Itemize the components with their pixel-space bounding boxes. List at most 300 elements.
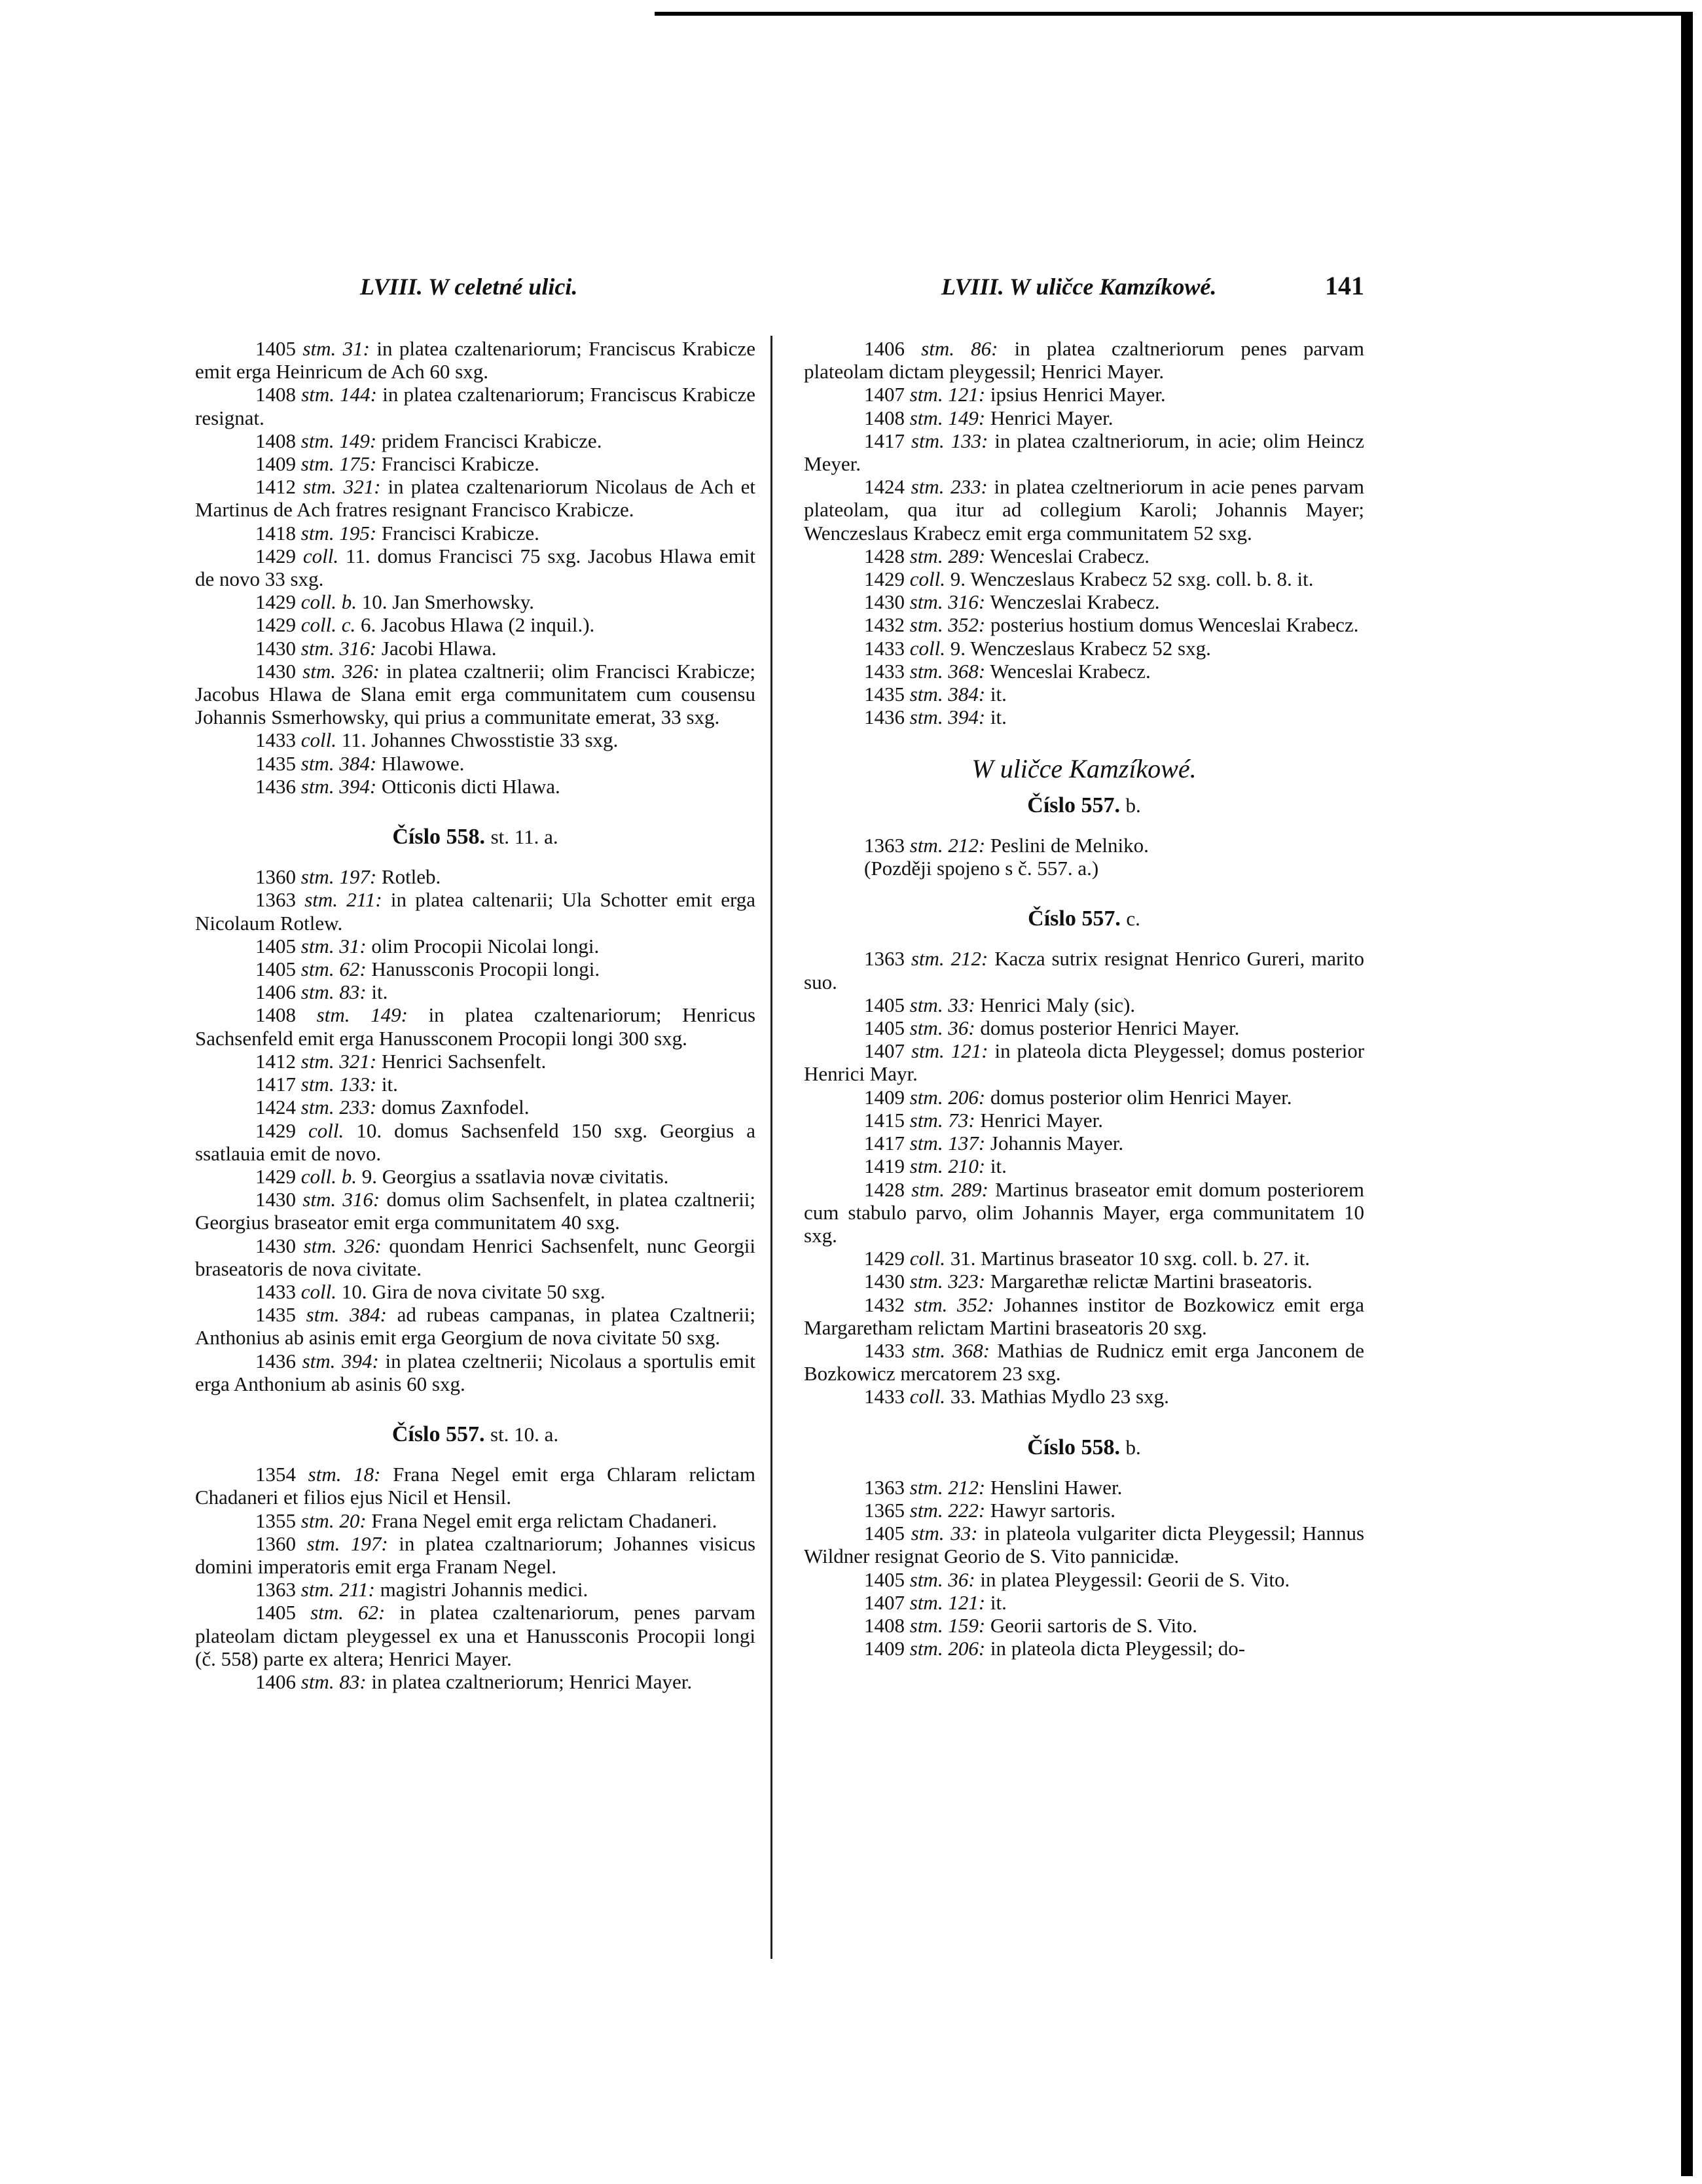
entry-text: Georii sartoris de S. Vito. bbox=[990, 1613, 1198, 1637]
entry-text: in plateola vulgariter dicta Pleygessil; Hannus Wildner resignat Georio de S. Vito pannicidæ. bbox=[804, 1522, 1365, 1568]
entry-source: stm. 36: bbox=[909, 1567, 975, 1591]
register-entry bbox=[804, 1499, 1364, 1522]
entry-source: stm. 62: bbox=[300, 958, 367, 981]
entry-text: Henrici Mayer. bbox=[980, 1108, 1104, 1132]
entry-source: stm. 323: bbox=[909, 1270, 986, 1293]
register-entry bbox=[804, 1109, 1364, 1132]
entry-text: it. bbox=[990, 683, 1007, 706]
entry-text: domus Zaxnfodel. bbox=[381, 1096, 530, 1119]
entry-year: 1354 bbox=[255, 1463, 296, 1486]
entry-text: Hanussconis Procopii longi. bbox=[371, 958, 600, 981]
entry-year: 1407 bbox=[864, 1039, 905, 1063]
register-entry bbox=[804, 947, 1364, 993]
entry-year: 1429 bbox=[864, 567, 905, 591]
entry-list bbox=[804, 947, 1364, 1408]
entry-source: stm. 316: bbox=[302, 1188, 380, 1211]
register-entry bbox=[195, 429, 755, 452]
entry-year: 1363 bbox=[255, 1578, 296, 1602]
entry-year: 1409 bbox=[864, 1637, 905, 1660]
entry-source: stm. 212: bbox=[909, 833, 986, 857]
entry-text: Henrici Maly (sic). bbox=[980, 993, 1136, 1016]
entry-source: stm. 316: bbox=[909, 590, 986, 614]
entry-source: stm. 31: bbox=[300, 934, 367, 958]
entry-year: 1433 bbox=[864, 636, 905, 660]
entry-text: domus olim Sachsenfelt, in platea czaltnerii; Georgius braseator emit erga communitatem 40 sxg. bbox=[195, 1188, 756, 1234]
entry-year: 1433 bbox=[864, 1338, 905, 1362]
section-note: (Později spojeno s č. 557. a.) bbox=[864, 857, 1099, 880]
entry-year: 1424 bbox=[864, 475, 905, 499]
register-entry bbox=[804, 406, 1364, 429]
register-entry bbox=[804, 660, 1364, 683]
entry-text: in platea czaltneriorum, in acie; olim Heincz Meyer. bbox=[804, 429, 1365, 476]
entry-text: Henslini Hawer. bbox=[990, 1475, 1123, 1499]
entry-text: in platea czaltnerii; olim Francisci Krabicze; Jacobus Hlawa de Slana emit erga communitatem cum cousensu Johannis Ssmerhowsky, qui prius a communitate emerat, 33 sxg. bbox=[195, 659, 755, 729]
entry-source: stm. 33: bbox=[909, 993, 975, 1016]
register-entry bbox=[195, 1096, 755, 1119]
register-entry bbox=[195, 1578, 755, 1601]
entry-year: 1417 bbox=[864, 1132, 905, 1155]
entry-source: coll. bbox=[302, 544, 339, 567]
register-entry bbox=[195, 1532, 755, 1578]
register-entry bbox=[804, 567, 1364, 590]
register-entry bbox=[804, 683, 1364, 706]
register-entry bbox=[804, 590, 1364, 613]
register-entry bbox=[195, 1165, 755, 1188]
entry-source: stm. 83: bbox=[300, 1670, 367, 1693]
entry-source: stm. 384: bbox=[306, 1303, 387, 1327]
entry-source: stm. 211: bbox=[300, 1578, 375, 1602]
entry-text: Wenczeslai Krabecz. bbox=[990, 590, 1160, 614]
register-entry bbox=[804, 1385, 1364, 1408]
entry-text: it. bbox=[371, 980, 388, 1004]
entry-year: 1405 bbox=[255, 1601, 296, 1624]
entry-text: pridem Francisci Krabicze. bbox=[381, 429, 602, 452]
running-head-right: LVIII. W uličce Kamzíkowé. bbox=[941, 274, 1217, 300]
register-entry bbox=[195, 1601, 755, 1670]
entry-source: stm. 289: bbox=[911, 1177, 988, 1201]
entry-list bbox=[804, 834, 1364, 857]
entry-year: 1417 bbox=[864, 429, 905, 452]
entry-year: 1428 bbox=[864, 1177, 905, 1201]
entry-text: it. bbox=[990, 1590, 1007, 1614]
register-entry bbox=[195, 475, 755, 521]
entry-year: 1355 bbox=[255, 1509, 296, 1532]
column-divider bbox=[770, 336, 772, 1959]
entry-year: 1432 bbox=[864, 613, 905, 637]
entry-year: 1363 bbox=[864, 833, 905, 857]
register-entry bbox=[804, 337, 1364, 383]
entry-source: stm. 233: bbox=[911, 475, 988, 499]
entry-year: 1436 bbox=[864, 706, 905, 729]
register-entry bbox=[195, 1234, 755, 1280]
entry-source: stm. 206: bbox=[909, 1637, 986, 1660]
entry-year: 1409 bbox=[255, 452, 296, 476]
entry-text: it. bbox=[990, 706, 1007, 729]
entry-text: Frana Negel emit erga Chlaram relictam Chadaneri et filios ejus Nicil et Hensil. bbox=[195, 1463, 756, 1509]
entry-text: ad rubeas campanas, in platea Czaltnerii; Anthonius ab asinis emit erga Georgium de nova civitate 50 sxg. bbox=[195, 1303, 756, 1350]
entry-year: 1412 bbox=[255, 1049, 296, 1073]
entry-text: Wenceslai Crabecz. bbox=[990, 544, 1150, 567]
entry-year: 1430 bbox=[864, 590, 905, 614]
register-entry bbox=[195, 775, 755, 798]
entry-text: 10. Jan Smerhowsky. bbox=[361, 590, 534, 614]
section-heading-st: b. bbox=[1125, 1435, 1141, 1459]
entry-year: 1418 bbox=[255, 521, 296, 545]
register-entry bbox=[804, 637, 1364, 660]
entry-text: Mathias de Rudnicz emit erga Janconem de Bozkowicz mercatorem 23 sxg. bbox=[804, 1338, 1364, 1386]
entry-list bbox=[195, 1463, 755, 1693]
entry-source: stm. 289: bbox=[909, 544, 986, 567]
entry-year: 1433 bbox=[864, 1385, 905, 1408]
entry-list bbox=[195, 865, 755, 1395]
register-entry bbox=[804, 1591, 1364, 1614]
entry-text: 10. domus Sachsenfeld 150 sxg. Georgius a ssatlauia emit de novo. bbox=[195, 1119, 755, 1165]
entry-text: 10. Gira de nova civitate 50 sxg. bbox=[341, 1280, 606, 1303]
register-entry bbox=[195, 1280, 755, 1303]
register-entry bbox=[804, 1614, 1364, 1637]
register-entry bbox=[804, 1637, 1364, 1660]
register-entry bbox=[195, 1050, 755, 1073]
entry-source: stm. 222: bbox=[909, 1498, 986, 1522]
entry-source: stm. 210: bbox=[909, 1155, 986, 1178]
entry-source: stm. 121: bbox=[909, 1590, 986, 1614]
entry-text: Henrici Sachsenfelt. bbox=[381, 1049, 547, 1073]
register-entry bbox=[195, 522, 755, 545]
register-entry bbox=[804, 706, 1364, 728]
entry-list bbox=[804, 337, 1364, 728]
entry-source: stm. 206: bbox=[909, 1085, 986, 1109]
section-heading-number: Číslo 558. bbox=[1027, 1435, 1120, 1459]
entry-year: 1432 bbox=[864, 1293, 905, 1316]
entry-year: 1430 bbox=[255, 1188, 296, 1211]
entry-text: 11. Johannes Chwosstistie 33 sxg. bbox=[341, 728, 619, 752]
register-entry bbox=[804, 475, 1364, 545]
entry-year: 1436 bbox=[255, 1349, 296, 1372]
entry-text: magistri Johannis medici. bbox=[380, 1578, 588, 1602]
entry-year: 1435 bbox=[864, 683, 905, 706]
scan-border-top bbox=[655, 12, 1693, 16]
entry-text: quondam Henrici Sachsenfelt, nunc Georgii braseatoris de nova civitate. bbox=[195, 1234, 756, 1280]
entry-source: stm. 212: bbox=[909, 1475, 986, 1499]
entry-source: stm. 149: bbox=[316, 1003, 408, 1027]
entry-source: coll. b. bbox=[300, 590, 357, 614]
register-entry bbox=[804, 1339, 1364, 1385]
entry-year: 1406 bbox=[255, 1670, 296, 1693]
entry-year: 1407 bbox=[864, 1590, 905, 1614]
entry-text: Henrici Mayer. bbox=[990, 406, 1114, 429]
section-heading-number: Číslo 558. bbox=[392, 825, 486, 850]
entry-source: stm. 33: bbox=[911, 1522, 978, 1545]
entry-year: 1415 bbox=[864, 1108, 905, 1132]
entry-text: domus posterior olim Henrici Mayer. bbox=[990, 1085, 1292, 1109]
entry-source: stm. 212: bbox=[911, 947, 988, 971]
entry-year: 1406 bbox=[255, 980, 296, 1004]
entry-text: 9. Wenczeslaus Krabecz 52 sxg. coll. b. 8. it. bbox=[950, 567, 1314, 591]
section-heading-st: st. 10. a. bbox=[490, 1422, 559, 1446]
entry-source: stm. 121: bbox=[909, 383, 986, 406]
section-heading bbox=[804, 794, 1364, 817]
register-entry bbox=[195, 980, 755, 1003]
entry-source: stm. 326: bbox=[303, 1234, 382, 1257]
register-entry bbox=[195, 545, 755, 590]
section-heading-st: c. bbox=[1126, 907, 1140, 931]
register-entry bbox=[195, 660, 755, 729]
entry-source: stm. 73: bbox=[909, 1108, 975, 1132]
entry-text: in platea czaltneriorum penes parvam plateolam dictam pleygessil; Henrici Mayer. bbox=[804, 337, 1365, 384]
entry-text: in platea caltenarii; Ula Schotter emit erga Nicolaum Rotlew. bbox=[195, 888, 755, 935]
register-entry bbox=[804, 1476, 1364, 1499]
entry-year: 1406 bbox=[864, 337, 905, 360]
register-entry bbox=[195, 728, 755, 751]
entry-text: 33. Mathias Mydlo 23 sxg. bbox=[950, 1385, 1169, 1408]
entry-source: stm. 149: bbox=[300, 429, 377, 452]
entry-year: 1360 bbox=[255, 865, 296, 889]
entry-text: posterius hostium domus Wenceslai Krabecz. bbox=[990, 613, 1359, 637]
register-entry bbox=[804, 545, 1364, 567]
entry-source: stm. 384: bbox=[300, 751, 377, 775]
register-entry bbox=[195, 1188, 755, 1234]
entry-source: stm. 121: bbox=[911, 1039, 988, 1063]
entry-source: stm. 352: bbox=[914, 1293, 994, 1316]
running-head-left: LVIII. W celetné ulici. bbox=[360, 274, 578, 300]
register-entry bbox=[804, 613, 1364, 636]
entry-year: 1365 bbox=[864, 1498, 905, 1522]
entry-year: 1429 bbox=[255, 544, 296, 567]
entry-text: Margarethæ relictæ Martini braseatoris. bbox=[990, 1270, 1313, 1293]
entry-year: 1429 bbox=[255, 590, 296, 614]
section-heading-number: Číslo 557. bbox=[391, 1422, 485, 1446]
entry-year: 1408 bbox=[864, 1613, 905, 1637]
register-entry bbox=[195, 337, 755, 383]
entry-list bbox=[804, 1476, 1364, 1660]
register-entry bbox=[195, 1303, 755, 1349]
entry-year: 1363 bbox=[255, 888, 296, 912]
register-entry bbox=[804, 834, 1364, 857]
entry-source: stm. 368: bbox=[912, 1338, 990, 1362]
right-column bbox=[804, 337, 1364, 1660]
entry-text: in platea czaltenariorum; Henricus Sachsenfeld emit erga Hanussconem Procopii longi 300 sxg. bbox=[195, 1003, 756, 1050]
entry-source: stm. 62: bbox=[310, 1601, 386, 1624]
left-column bbox=[195, 337, 755, 1693]
entry-text: in plateola dicta Pleygessil; do- bbox=[990, 1637, 1246, 1660]
entry-source: coll. bbox=[909, 567, 945, 591]
register-entry bbox=[195, 1003, 755, 1049]
entry-year: 1429 bbox=[864, 1247, 905, 1270]
entry-year: 1433 bbox=[864, 659, 905, 683]
register-entry bbox=[804, 383, 1364, 406]
register-entry bbox=[804, 1293, 1364, 1339]
entry-year: 1405 bbox=[864, 1567, 905, 1591]
entry-year: 1405 bbox=[864, 1522, 905, 1545]
entry-year: 1429 bbox=[255, 1119, 296, 1142]
entry-year: 1408 bbox=[255, 429, 296, 452]
entry-text: domus posterior Henrici Mayer. bbox=[980, 1016, 1240, 1040]
entry-year: 1412 bbox=[255, 475, 296, 499]
register-entry bbox=[195, 958, 755, 980]
entry-source: stm. 195: bbox=[300, 521, 377, 545]
entry-source: stm. 20: bbox=[300, 1509, 367, 1532]
entry-source: stm. 233: bbox=[300, 1096, 377, 1119]
entry-year: 1435 bbox=[255, 751, 296, 775]
entry-source: stm. 321: bbox=[302, 475, 381, 499]
entry-text: in platea czeltneriorum in acie penes parvam plateolam, qua itur ad collegium Karoli; Johannis Mayer; Wenczeslaus Krabecz emit erga communitatem 52 sxg. bbox=[804, 475, 1365, 545]
entry-source: coll. bbox=[300, 728, 336, 752]
entry-source: stm. 149: bbox=[909, 406, 986, 429]
entry-text: 6. Jacobus Hlawa (2 inquil.). bbox=[361, 613, 595, 637]
entry-text: in platea Pleygessil: Georii de S. Vito. bbox=[980, 1567, 1290, 1591]
section-heading-st: b. bbox=[1125, 793, 1141, 817]
entry-source: stm. 133: bbox=[300, 1073, 377, 1096]
register-entry bbox=[195, 1350, 755, 1395]
entry-source: stm. 197: bbox=[306, 1531, 388, 1555]
register-entry bbox=[195, 1509, 755, 1532]
entry-source: stm. 326: bbox=[302, 659, 380, 683]
entry-text: olim Procopii Nicolai longi. bbox=[371, 934, 600, 958]
register-entry bbox=[804, 1270, 1364, 1293]
entry-source: stm. 368: bbox=[909, 659, 986, 683]
section-heading bbox=[195, 825, 755, 848]
section-heading bbox=[804, 907, 1364, 930]
entry-text: Peslini de Melniko. bbox=[990, 833, 1149, 857]
register-entry bbox=[195, 888, 755, 934]
register-entry bbox=[804, 1039, 1364, 1085]
section-heading bbox=[804, 1436, 1364, 1459]
entry-source: stm. 211: bbox=[304, 888, 382, 912]
entry-text: Johannes institor de Bozkowicz emit erga Margaretham relictam Martini braseatoris 20 sxg. bbox=[804, 1293, 1365, 1339]
entry-source: stm. 316: bbox=[300, 636, 377, 660]
entry-source: stm. 394: bbox=[909, 706, 986, 729]
entry-source: stm. 31: bbox=[302, 337, 370, 360]
entry-source: stm. 137: bbox=[909, 1132, 986, 1155]
entry-text: Rotleb. bbox=[381, 865, 441, 889]
entry-year: 1405 bbox=[864, 1016, 905, 1040]
entry-source: stm. 175: bbox=[300, 452, 377, 476]
entry-year: 1409 bbox=[864, 1085, 905, 1109]
entry-year: 1430 bbox=[255, 1234, 296, 1257]
entry-source: stm. 394: bbox=[300, 774, 377, 798]
entry-year: 1433 bbox=[255, 1280, 296, 1303]
register-entry bbox=[804, 1016, 1364, 1039]
register-entry bbox=[195, 1073, 755, 1096]
entry-year: 1408 bbox=[255, 383, 296, 406]
entry-source: stm. 352: bbox=[909, 613, 986, 637]
entry-source: stm. 18: bbox=[308, 1463, 381, 1486]
entry-text: in platea czaltenariorum; Franciscus Krabicze emit erga Heinricum de Ach 60 sxg. bbox=[195, 337, 756, 384]
entry-source: coll. c. bbox=[300, 613, 356, 637]
entry-source: coll. bbox=[909, 1247, 945, 1270]
section-heading-number: Číslo 557. bbox=[1027, 793, 1120, 817]
entry-year: 1407 bbox=[864, 383, 905, 406]
entry-text: Martinus braseator emit domum posteriorem cum stabulo parvo, olim Johannis Mayer, erga communitatem 10 sxg. bbox=[804, 1177, 1365, 1247]
entry-text: Kacza sutrix resignat Henrico Gureri, marito suo. bbox=[804, 947, 1365, 994]
entry-source: stm. 321: bbox=[300, 1049, 377, 1073]
entry-year: 1435 bbox=[255, 1303, 296, 1327]
entry-text: ipsius Henrici Mayer. bbox=[990, 383, 1166, 406]
register-entry bbox=[195, 613, 755, 636]
register-entry bbox=[195, 383, 755, 429]
entry-text: in platea czaltenariorum Nicolaus de Ach et Martinus de Ach fratres resignant Francisco Krabicze. bbox=[195, 475, 755, 522]
register-entry bbox=[804, 1132, 1364, 1155]
entry-year: 1433 bbox=[255, 728, 296, 752]
entry-year: 1363 bbox=[864, 947, 905, 971]
entry-source: stm. 197: bbox=[300, 865, 377, 889]
section-heading-number: Číslo 557. bbox=[1028, 906, 1121, 931]
entry-text: Jacobi Hlawa. bbox=[381, 636, 497, 660]
register-entry bbox=[804, 1568, 1364, 1591]
entry-text: it. bbox=[381, 1073, 398, 1096]
running-head bbox=[195, 265, 1367, 304]
entry-year: 1429 bbox=[255, 1164, 296, 1188]
entry-year: 1405 bbox=[255, 337, 296, 360]
entry-text: 31. Martinus braseator 10 sxg. coll. b. 27. it. bbox=[950, 1247, 1311, 1270]
entry-text: it. bbox=[990, 1155, 1007, 1178]
section-heading-st: st. 11. a. bbox=[490, 825, 558, 849]
entry-source: coll. bbox=[909, 1385, 945, 1408]
entry-text: 9. Georgius a ssatlavia novæ civitatis. bbox=[361, 1164, 669, 1188]
register-entry bbox=[804, 1178, 1364, 1247]
entry-source: stm. 144: bbox=[301, 383, 378, 406]
entry-text: Francisci Krabicze. bbox=[381, 452, 539, 476]
entry-source: stm. 36: bbox=[909, 1016, 975, 1040]
entry-year: 1436 bbox=[255, 774, 296, 798]
entry-year: 1405 bbox=[255, 934, 296, 958]
entry-source: coll. bbox=[308, 1119, 344, 1142]
street-title: W uličce Kamzíkowé. bbox=[971, 754, 1197, 784]
register-entry bbox=[195, 752, 755, 775]
entry-year: 1360 bbox=[255, 1531, 296, 1555]
entry-text: Hlawowe. bbox=[381, 751, 465, 775]
entry-year: 1430 bbox=[255, 636, 296, 660]
register-entry bbox=[804, 1247, 1364, 1270]
entry-year: 1424 bbox=[255, 1096, 296, 1119]
entry-year: 1417 bbox=[255, 1073, 296, 1096]
entry-text: Francisci Krabicze. bbox=[381, 521, 539, 545]
register-entry bbox=[804, 1086, 1364, 1109]
register-entry bbox=[195, 590, 755, 613]
entry-year: 1408 bbox=[864, 406, 905, 429]
register-entry bbox=[804, 994, 1364, 1016]
entry-source: stm. 394: bbox=[302, 1349, 379, 1372]
entry-text: Hawyr sartoris. bbox=[990, 1498, 1116, 1522]
entry-year: 1428 bbox=[864, 544, 905, 567]
entry-text: Wenceslai Krabecz. bbox=[990, 659, 1151, 683]
entry-text: Frana Negel emit erga relictam Chadaneri. bbox=[371, 1509, 717, 1532]
register-entry bbox=[195, 1670, 755, 1693]
entry-source: stm. 83: bbox=[300, 980, 367, 1004]
entry-source: stm. 159: bbox=[909, 1613, 986, 1637]
page-number: 141 bbox=[1325, 271, 1364, 300]
section-heading bbox=[195, 1423, 755, 1446]
register-entry bbox=[195, 452, 755, 475]
entry-text: in platea czeltnerii; Nicolaus a sportulis emit erga Anthonium ab asinis 60 sxg. bbox=[195, 1349, 755, 1395]
register-entry bbox=[804, 1155, 1364, 1177]
entry-year: 1405 bbox=[255, 958, 296, 981]
entry-year: 1419 bbox=[864, 1155, 905, 1178]
register-entry bbox=[195, 1463, 755, 1509]
entry-text: Johannis Mayer. bbox=[990, 1132, 1124, 1155]
entry-text: in plateola dicta Pleygessel; domus posterior Henrici Mayr. bbox=[804, 1039, 1365, 1086]
entry-year: 1405 bbox=[864, 993, 905, 1016]
entry-list bbox=[195, 337, 755, 798]
register-entry bbox=[195, 935, 755, 958]
entry-source: stm. 384: bbox=[909, 683, 986, 706]
entry-year: 1408 bbox=[255, 1003, 296, 1027]
entry-source: stm. 133: bbox=[911, 429, 988, 452]
entry-year: 1430 bbox=[864, 1270, 905, 1293]
entry-year: 1429 bbox=[255, 613, 296, 637]
entry-source: coll. bbox=[909, 636, 945, 660]
entry-text: 11. domus Francisci 75 sxg. Jacobus Hlawa emit de novo 33 sxg. bbox=[195, 544, 755, 591]
